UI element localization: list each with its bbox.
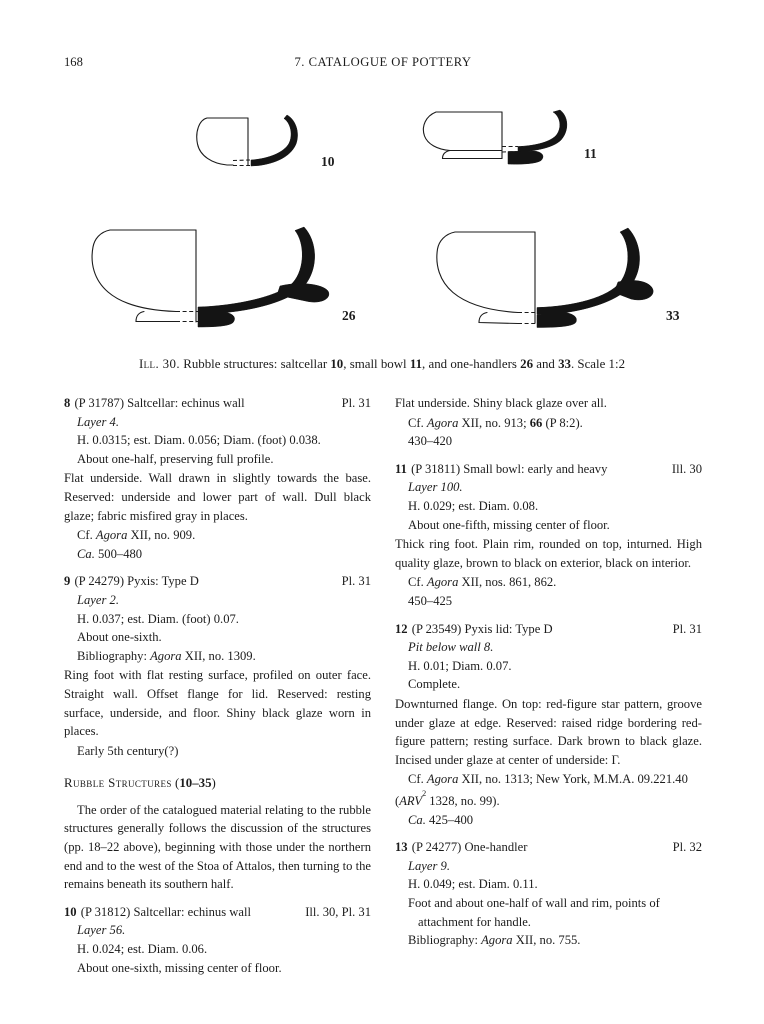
catalogue-entry-8: [64, 394, 371, 563]
condition-line: About one-half, preserving full profile.: [77, 451, 274, 466]
entry-number: 10: [64, 904, 77, 919]
ill-label: Ill. 30.: [138, 357, 180, 371]
section-intro-paragraph: The order of the catalogued material relating to the rubble structures generally follows the discussion of the structures (pp. 18–22 above), beginning with those under the northern end and to the west of the Stoa of Attalos, then turning to the remains beneath its southern half.: [64, 802, 371, 892]
cf-superscript: 2: [422, 789, 427, 799]
cf-italic: Agora: [426, 575, 459, 590]
cf-text: XII, no. 913;: [458, 415, 530, 430]
left-column: [64, 394, 371, 977]
catalogue-entry-10: [64, 903, 371, 977]
dimensions-line: H. 0.0315; est. Diam. 0.056; Diam. (foot) 0.038.: [77, 433, 321, 448]
section-heading-text: Rubble Structures: [64, 776, 172, 791]
cf-bold-number: 66: [529, 415, 543, 430]
cf-text: XII, no. 909.: [127, 528, 196, 543]
vessel-label-10: 10: [321, 153, 335, 169]
entry-title: [64, 394, 245, 413]
cf-text: Cf.: [408, 772, 427, 787]
condition-line: Complete.: [408, 677, 461, 692]
date-italic: Ca.: [408, 812, 426, 827]
date-text: 425–400: [425, 812, 474, 827]
findspot-line: Layer 100.: [408, 480, 463, 495]
caption-text: , and one-handlers: [422, 357, 521, 371]
plate-reference: Pl. 31: [341, 574, 371, 589]
plate-reference: Pl. 32: [672, 840, 702, 855]
right-column: [395, 394, 702, 950]
description-paragraph: Flat underside. Wall drawn in slightly towards the base. Reserved: underside and lower part of wall. Dull black glaze; fabric misfired gray in places.: [64, 471, 371, 523]
catalogue-entry-12: [395, 620, 702, 830]
dimensions-line: H. 0.049; est. Diam. 0.11.: [408, 877, 538, 892]
vessel-drawing-10: [191, 113, 335, 175]
entry-title: [64, 903, 251, 922]
bib-text: XII, no. 1309.: [181, 648, 256, 663]
findspot-line: Pit below wall 8.: [408, 640, 494, 655]
findspot-line: Layer 2.: [77, 592, 119, 607]
dimensions-line: H. 0.024; est. Diam. 0.06.: [77, 942, 208, 957]
cf-italic: Agora: [426, 772, 459, 787]
description-paragraph: Thick ring foot. Plain rim, rounded on top, inturned. High quality glaze, brown to black on exterior, black on interior.: [395, 537, 702, 570]
cf-text: Cf.: [408, 575, 427, 590]
cf-text: XII, no. 1313; New York, M.M.A. 09.221.40 (: [395, 772, 688, 809]
catalogue-entry-11: [395, 460, 702, 611]
entry-number: 11: [395, 461, 407, 476]
figure-caption: [0, 355, 764, 374]
cf-text: 1328, no. 99).: [426, 794, 500, 809]
entry-title-text: (P 24277) One-handler: [411, 840, 528, 855]
section-heading-paren: (: [171, 776, 180, 791]
description-paragraph: Flat underside. Shiny black glaze over all.: [395, 396, 607, 410]
vessel-drawing-11: [416, 107, 597, 167]
date-text: 500–480: [94, 546, 143, 561]
cf-text: (P 8:2).: [542, 415, 583, 430]
caption-text: , small bowl: [343, 357, 410, 371]
description-paragraph: Ring foot with flat resting surface, profiled on outer face. Straight wall. Offset flange for lid. Reserved: resting surface, underside, and floor. Shiny black glaze worn in places.: [64, 668, 371, 739]
entry-heading: [395, 838, 702, 857]
condition-line: About one-sixth.: [77, 630, 162, 645]
caption-text: . Scale 1:2: [570, 357, 626, 371]
cf-italic: Agora: [426, 415, 459, 430]
dimensions-line: H. 0.029; est. Diam. 0.08.: [408, 498, 539, 513]
bib-italic: Agora: [150, 648, 182, 663]
pottery-profile-33-icon: [430, 223, 658, 329]
cf-text: Cf.: [408, 415, 427, 430]
entry-title-text: (P 24279) Pyxis: Type D: [74, 574, 199, 589]
findspot-line: Layer 9.: [408, 858, 450, 873]
bibliography-line: [64, 647, 371, 666]
entry-heading: [395, 460, 702, 479]
entry-title-text: (P 23549) Pyxis lid: Type D: [411, 621, 553, 636]
bib-text: Bibliography:: [408, 933, 482, 948]
cf-text: XII, nos. 861, 862.: [458, 575, 557, 590]
cf-line: [64, 526, 371, 545]
date-line: [395, 811, 702, 830]
date-line: 430–420: [408, 434, 453, 449]
entry-number: 12: [395, 621, 408, 636]
entry-title: [395, 460, 607, 479]
caption-text: Rubble structures: saltcellar: [180, 357, 331, 371]
page-header: [64, 53, 702, 73]
entry-number: 9: [64, 574, 71, 589]
bib-italic: Agora: [481, 933, 513, 948]
date-italic: Ca.: [77, 546, 95, 561]
plate-reference: Ill. 30: [671, 461, 702, 476]
bib-text: Bibliography:: [77, 648, 151, 663]
section-heading-paren: ): [211, 776, 216, 791]
cf-italic: ARV: [399, 794, 423, 809]
entry-number: 13: [395, 840, 408, 855]
vessel-label-33: 33: [666, 307, 680, 323]
condition-line: About one-fifth, missing center of floor.: [408, 517, 610, 532]
cf-line: [395, 770, 702, 810]
pottery-profile-11-icon: [416, 107, 576, 167]
date-line: [64, 545, 371, 564]
description-paragraph: Downturned flange. On top: red-figure star pattern, groove under glaze at edge. Reserved: raised ridge bordering red-figure pattern; resting surface. Dark brown to black glaze. Incised under glaze at center of underside: Γ.: [395, 696, 702, 767]
running-head: 7. CATALOGUE OF POTTERY: [294, 55, 472, 69]
caption-number: 26: [520, 357, 534, 371]
entry-heading: [395, 620, 702, 639]
cf-line: [395, 573, 702, 592]
condition-line: About one-sixth, missing center of floor.: [77, 960, 282, 975]
cf-italic: Agora: [95, 528, 128, 543]
bibliography-line: [395, 931, 702, 950]
catalogue-entry-13: [395, 838, 702, 950]
catalogue-entry-10-continued: [395, 394, 702, 451]
entry-title: [395, 838, 527, 857]
bib-text: XII, no. 755.: [512, 933, 581, 948]
entry-heading: [64, 572, 371, 591]
cf-text: Cf.: [77, 528, 96, 543]
entry-number: 8: [64, 396, 71, 410]
caption-number: 11: [409, 357, 423, 371]
entry-title-text: (P 31787) Saltcellar: echinus wall: [74, 396, 245, 410]
pottery-profile-26-icon: [84, 223, 334, 329]
dimensions-line: H. 0.01; Diam. 0.07.: [408, 658, 512, 673]
date-line: Early 5th century(?): [77, 743, 179, 758]
cf-line: [395, 414, 702, 433]
vessel-drawing-33: [430, 223, 680, 329]
entry-title: [64, 572, 199, 591]
dimensions-line: H. 0.037; est. Diam. (foot) 0.07.: [77, 611, 239, 626]
catalogue-entry-9: [64, 572, 371, 760]
page-number: 168: [64, 55, 83, 69]
caption-number: 10: [330, 357, 344, 371]
entry-title-text: (P 31811) Small bowl: early and heavy: [411, 461, 608, 476]
condition-line: Foot and about one-half of wall and rim, points of attachment for handle.: [408, 896, 660, 929]
pottery-profile-10-icon: [191, 113, 313, 175]
date-line: 450–425: [408, 593, 453, 608]
vessel-label-26: 26: [342, 307, 356, 323]
plate-reference: Pl. 31: [672, 621, 702, 636]
entry-title-text: (P 31812) Saltcellar: echinus wall: [80, 904, 251, 919]
section-heading: [64, 774, 371, 793]
plate-reference: Pl. 31: [341, 396, 371, 410]
vessel-label-11: 11: [584, 145, 597, 161]
entry-heading: [64, 394, 371, 413]
section-heading-numbers: 10–35: [179, 776, 212, 791]
vessel-drawing-26: [84, 223, 356, 329]
caption-number: 33: [558, 357, 571, 371]
entry-heading: [64, 903, 371, 922]
plate-reference: Ill. 30, Pl. 31: [305, 904, 371, 919]
findspot-line: Layer 4.: [77, 414, 119, 429]
findspot-line: Layer 56.: [77, 923, 126, 938]
entry-title: [395, 620, 553, 639]
caption-text: and: [533, 357, 559, 371]
